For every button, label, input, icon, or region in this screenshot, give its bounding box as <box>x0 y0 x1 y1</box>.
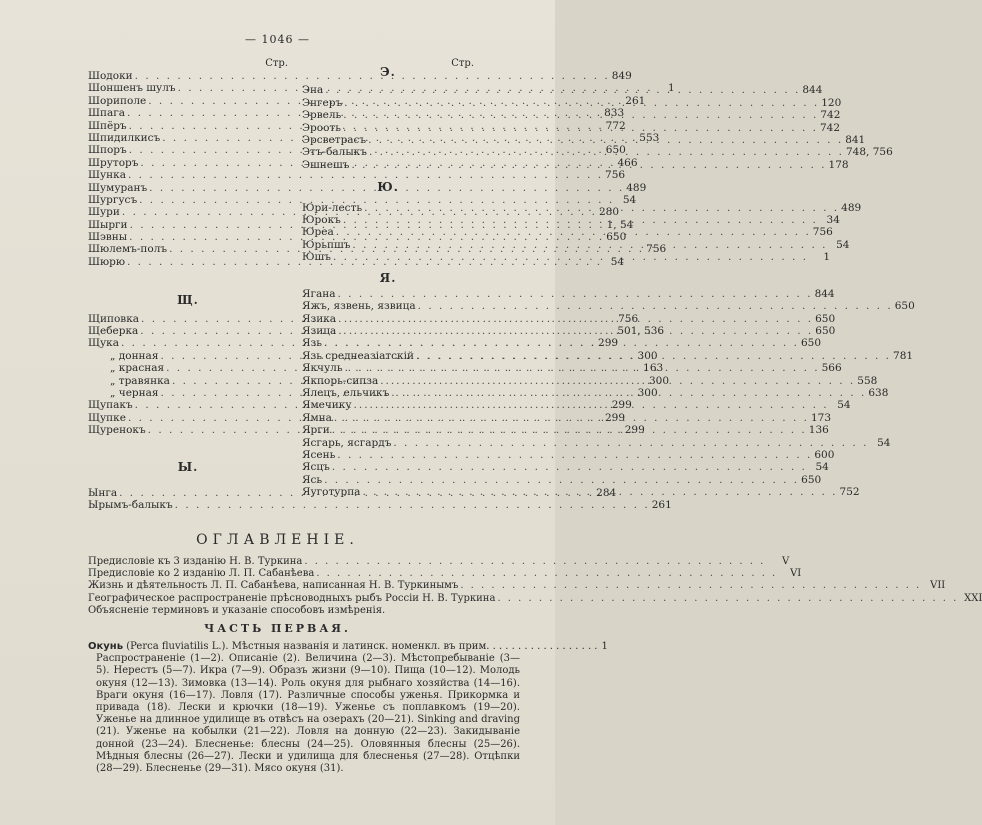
index-entry-name: Щиповка <box>88 312 140 325</box>
dot-leader <box>458 580 923 592</box>
dot-leader <box>362 202 841 214</box>
index-entry <box>88 70 632 82</box>
index-entry-name: Ярги <box>302 424 330 437</box>
index-entry-page: 638 <box>868 387 889 400</box>
toc-entry <box>88 592 982 605</box>
index-letter-e: Э. <box>380 65 396 79</box>
index-entry-name: Яуготурпа <box>302 486 361 499</box>
index-entry-name: Шырги <box>88 218 128 231</box>
index-entry-page: 756 <box>812 226 833 239</box>
part-title: ЧАСТЬ ПЕРВАЯ. <box>204 622 351 635</box>
dot-leader <box>334 226 813 238</box>
index-entry-name: Этъ-балыкъ <box>302 146 367 159</box>
index-entry-page: 54 <box>622 193 637 206</box>
index-entry-page: 1 <box>667 82 675 95</box>
index-entry-name: Эшнешъ <box>302 158 350 171</box>
index-entry-page: 178 <box>828 158 849 171</box>
index-entry-name: Энгеръ <box>302 96 343 109</box>
dot-leader <box>341 119 820 134</box>
page-column-header: Стр. <box>265 58 288 69</box>
index-entry-name: „ черная <box>110 387 159 399</box>
index-letter-y: Ы. <box>177 459 199 474</box>
index-entry-name: Юри-лесть <box>302 201 363 214</box>
index-entry-name: Юрокъ <box>302 213 341 226</box>
dot-leader <box>341 214 820 226</box>
index-entry-name: Шпёръ <box>88 119 127 132</box>
dot-leader <box>350 239 829 251</box>
index-entry <box>88 181 647 194</box>
index-entry-page: 299 <box>624 424 645 437</box>
index-entry-page: 163 <box>643 362 664 375</box>
dot-leader <box>330 424 809 436</box>
index-entry-page: 650 <box>801 473 822 486</box>
index-entry-name: Язь среднеазіатскій <box>302 349 414 362</box>
index-entry-page: 280 <box>598 206 619 219</box>
index-entry-page: 756 <box>605 169 626 182</box>
index-entry <box>88 193 637 206</box>
index-entry-page: 1 <box>823 251 831 264</box>
dot-leader <box>391 437 870 449</box>
index-entry-name: Ягана <box>302 287 336 300</box>
dot-leader <box>331 251 810 263</box>
index-entry-name: Шоншенъ шулъ <box>88 82 176 95</box>
index-entry-page: 300 <box>637 349 658 362</box>
index-entry-page: 1, 54 <box>606 218 634 231</box>
index-entry-page: 54 <box>815 461 829 474</box>
index-entry-name: Шэвны <box>88 231 128 244</box>
index-entry-page: 600 <box>814 448 835 461</box>
index-entry <box>302 461 829 474</box>
index-entry-page: 553 <box>639 131 660 144</box>
index-entry-page: 650 <box>606 231 627 244</box>
index-entry-name: Шодоки <box>88 70 133 82</box>
index-entry-name: Юреа <box>302 226 334 239</box>
index-entry-page: 844 <box>802 84 823 97</box>
dot-leader <box>414 350 893 362</box>
dot-leader <box>416 300 895 312</box>
index-entry <box>302 448 835 461</box>
toc-entry <box>88 568 802 580</box>
dot-leader <box>341 109 820 121</box>
index-entry-page: 742 <box>820 121 841 134</box>
index-letter-shch: Щ. <box>177 293 199 308</box>
toc-entry-text: Предисловіе къ 3 изданію Н. В. Туркина <box>88 556 303 567</box>
dot-leader <box>349 156 828 171</box>
index-entry-name: Щука <box>88 337 119 350</box>
index-entry-name: Шюрю <box>88 255 125 268</box>
toc-entry <box>88 605 520 617</box>
index-entry-page: 650 <box>815 325 836 338</box>
index-entry-page: 772 <box>605 119 626 132</box>
index-entry-name: Щеберка <box>88 325 139 338</box>
index-entry-name: Щупакъ <box>88 399 133 412</box>
index-entry-page: 299 <box>605 411 626 424</box>
index-entry-page: 833 <box>604 107 625 120</box>
toc-title: ОГЛАВЛЕНІЕ. <box>196 532 359 548</box>
index-entry-name: Ямна <box>302 411 332 424</box>
dot-leader <box>336 313 815 325</box>
dot-leader <box>366 131 845 146</box>
chapter-heading-text: Окунь (Perca fluviatilis L.). Мѣстныя названія и латинск. номенкл. въ прим. . . . . . . . . . . . . . . . . . <box>88 641 598 652</box>
index-entry-page: 300 <box>637 387 658 399</box>
index-entry-name: Шюлемъ-полъ <box>88 243 168 256</box>
dot-leader <box>330 461 809 473</box>
index-entry-name: Якчуль <box>302 362 343 375</box>
index-entry-page: 501, 536 <box>617 325 665 338</box>
dot-leader <box>367 146 846 158</box>
index-entry-page: 742 <box>820 109 841 122</box>
index-entry-page: 650 <box>815 312 836 325</box>
index-entry-name: Юшъ <box>302 251 331 264</box>
index-entry-name: Шургусъ <box>88 193 138 206</box>
index-entry-page: 54 <box>837 399 851 412</box>
dot-leader <box>336 288 815 300</box>
index-entry-page: 844 <box>814 287 835 300</box>
toc-entry-text: Объясненіе терминовъ и указаніе способовъ измѣренія. <box>88 604 386 616</box>
dot-leader <box>314 568 779 580</box>
index-entry-page: 489 <box>841 201 862 214</box>
index-entry-name: „ красная <box>110 362 165 375</box>
index-entry <box>88 499 672 512</box>
dot-leader <box>352 399 831 411</box>
index-entry-page: 261 <box>651 499 672 512</box>
index-entry-page: 300 <box>649 374 670 387</box>
index-entry-page: 34 <box>826 213 840 226</box>
index-entry-name: Ясцъ <box>302 461 330 474</box>
index-entry-name: Шури <box>88 206 120 219</box>
chapter-contents: Распространеніе (1—2). Описаніе (2). Величина (2—3). Мѣстопребываніе (3—5). Нерестъ (5—7). Икра (7—9). Образъ жизни (9—10). Пища (10—12). Молодь окуня (12—13). Зимовка (13—14). Роль окуня для рыбнаго хозяйства (14—16). Враги окуня (16—17). Ловля (17). Различные способы уженья. Прикормка и привада (18). Лески и крючки (18—19). Уженье съ поплавкомъ (19—20). Уженье на длинное удилище въ отвѣсъ на озерахъ (20—21). Sinking and draving (21). Уженье на кобылки (21—22). Ловля на донную (22—23). Закидываніе донной (23—24). Блесненье: блесны (24—25). Оловянныя блесны (25—26). Мѣдныя блесны (26—27). Лески и удилища для блесненья (27—28). Отцѣпки (28—29). Блесненье (29—31). Мясо окуня (31). <box>96 653 520 775</box>
dot-leader <box>389 387 868 399</box>
dot-leader <box>360 486 839 498</box>
index-entry-name: Ясь <box>302 473 323 486</box>
toc-entry-text: Географическое распространеніе прѣсноводныхъ рыбъ Россіи Н. В. Туркина <box>88 592 496 604</box>
index-entry-name: Эрвель <box>302 109 342 122</box>
index-entry-name: Эрсветрасъ <box>302 133 367 146</box>
index-entry-name: Эна <box>302 84 324 97</box>
index-entry-page: 136 <box>808 424 829 437</box>
index-entry-page: 54 <box>877 436 891 449</box>
toc-entry-page: VI <box>790 568 802 580</box>
index-letter-ya: Я. <box>379 270 397 285</box>
index-letter-yu: Ю. <box>377 180 399 195</box>
index-entry-page: 566 <box>821 362 842 375</box>
toc-entry-text: Предисловіе ко 2 изданію Л. П. Сабанѣева <box>88 568 315 580</box>
index-entry-page: 650 <box>894 300 915 313</box>
toc-list <box>88 556 982 617</box>
index-entry-page: 650 <box>605 144 626 157</box>
index-entry-name: Ынга <box>88 486 118 499</box>
index-entry-name: Шпага <box>88 107 126 120</box>
index-entry-name: „ травянка <box>110 374 170 387</box>
index-entry-page: 299 <box>611 399 632 412</box>
index-entry-page: 650 <box>801 337 822 350</box>
page-number: — 1046 — <box>245 33 310 46</box>
index-entry <box>302 473 822 486</box>
index-entry <box>302 287 835 300</box>
index-entry-name: Ямечику <box>302 399 352 412</box>
index-entry-page: 756 <box>646 243 667 256</box>
index-entry-name: Шпоръ <box>88 144 127 157</box>
index-entry-page: 261 <box>625 94 646 107</box>
index-entry-name: Ясгарь, ясгардъ <box>302 436 392 449</box>
toc-entry-page: VII <box>930 580 946 592</box>
chapter-heading <box>88 641 608 653</box>
index-entry-page: 756 <box>618 312 639 325</box>
index-entry-name: Язь <box>302 337 322 350</box>
index-entry-name: Шунка <box>88 169 126 182</box>
index-entry-name: Язица <box>302 325 337 338</box>
index-entry-name: Шумуранъ <box>88 181 148 194</box>
index-entry-page: 299 <box>598 337 619 350</box>
chapter-page: 1 <box>601 641 608 652</box>
index-entry-page: 841 <box>845 133 866 146</box>
dot-leader <box>335 449 814 461</box>
index-entry-page: 54 <box>610 255 625 268</box>
index-entry-name: Шориполе <box>88 94 147 107</box>
index-entry-page: 558 <box>857 374 878 387</box>
toc-chapter-okun <box>88 641 608 775</box>
dot-leader <box>343 362 822 374</box>
dot-leader <box>495 593 960 605</box>
index-entry-name: Эрооть <box>302 121 341 134</box>
index-entry-name: Шпидилкисъ <box>88 131 161 144</box>
index-entry <box>302 436 891 449</box>
dot-leader <box>322 474 801 486</box>
index-entry-name: Яжъ, язвень, язвица <box>302 300 416 313</box>
dot-leader <box>342 94 821 109</box>
index-entry-name: „ донная <box>110 349 159 362</box>
toc-entry <box>88 556 790 568</box>
index-entry <box>88 169 626 182</box>
index-entry-name: Ясень <box>302 448 336 461</box>
toc-entry-text: Жизнь и дѣятельность Л. П. Сабанѣева, написанная Н. В. Туркинымъ <box>88 580 459 592</box>
index-entry-name: Шрутоpъ <box>88 156 139 169</box>
dot-leader <box>173 499 652 511</box>
index-entry-page: 781 <box>893 349 914 362</box>
chapter-subtitle: (Perca fluviatilis L.). Мѣстныя названія и латинск. номенкл. въ прим. <box>123 641 490 652</box>
index-entry-page: 173 <box>810 411 832 424</box>
dot-leader <box>323 84 802 96</box>
index-entry-name: Юрьпшъ <box>302 238 351 251</box>
chapter-name: Окунь <box>88 641 124 652</box>
page-column-header: Стр. <box>451 58 474 69</box>
index-entry-page: 54 <box>836 238 850 251</box>
index-entry-page: 748, 756 <box>846 146 893 159</box>
index-entry-name: Щуренокъ <box>88 424 146 437</box>
dot-leader <box>336 325 815 337</box>
dot-leader <box>332 412 811 424</box>
index-entry-name: Ырымъ-балыкъ <box>88 499 173 512</box>
index-entry-page: 489 <box>626 181 647 194</box>
index-entry <box>302 84 823 97</box>
index-entry-page: 466 <box>617 156 638 169</box>
index-entry-name: Ялецъ, ельчикъ <box>302 387 390 400</box>
index-entry-page: 849 <box>611 70 632 82</box>
index-entry-page: 120 <box>821 96 842 109</box>
toc-entry <box>88 580 946 592</box>
toc-entry-page: V <box>782 556 790 567</box>
index-entry <box>302 300 915 313</box>
index-entry-name: Язика <box>302 312 337 325</box>
dot-leader <box>302 556 767 568</box>
dot-leader <box>378 375 857 387</box>
dot-leader <box>322 337 801 349</box>
index-entry-page: 284 <box>596 486 617 499</box>
index-entry-name: Якпорь-сипза <box>302 374 379 387</box>
index-entry-name: Щупке <box>88 411 126 424</box>
toc-entry-page: XXI <box>964 592 982 604</box>
index-entry-page: 752 <box>839 486 860 499</box>
